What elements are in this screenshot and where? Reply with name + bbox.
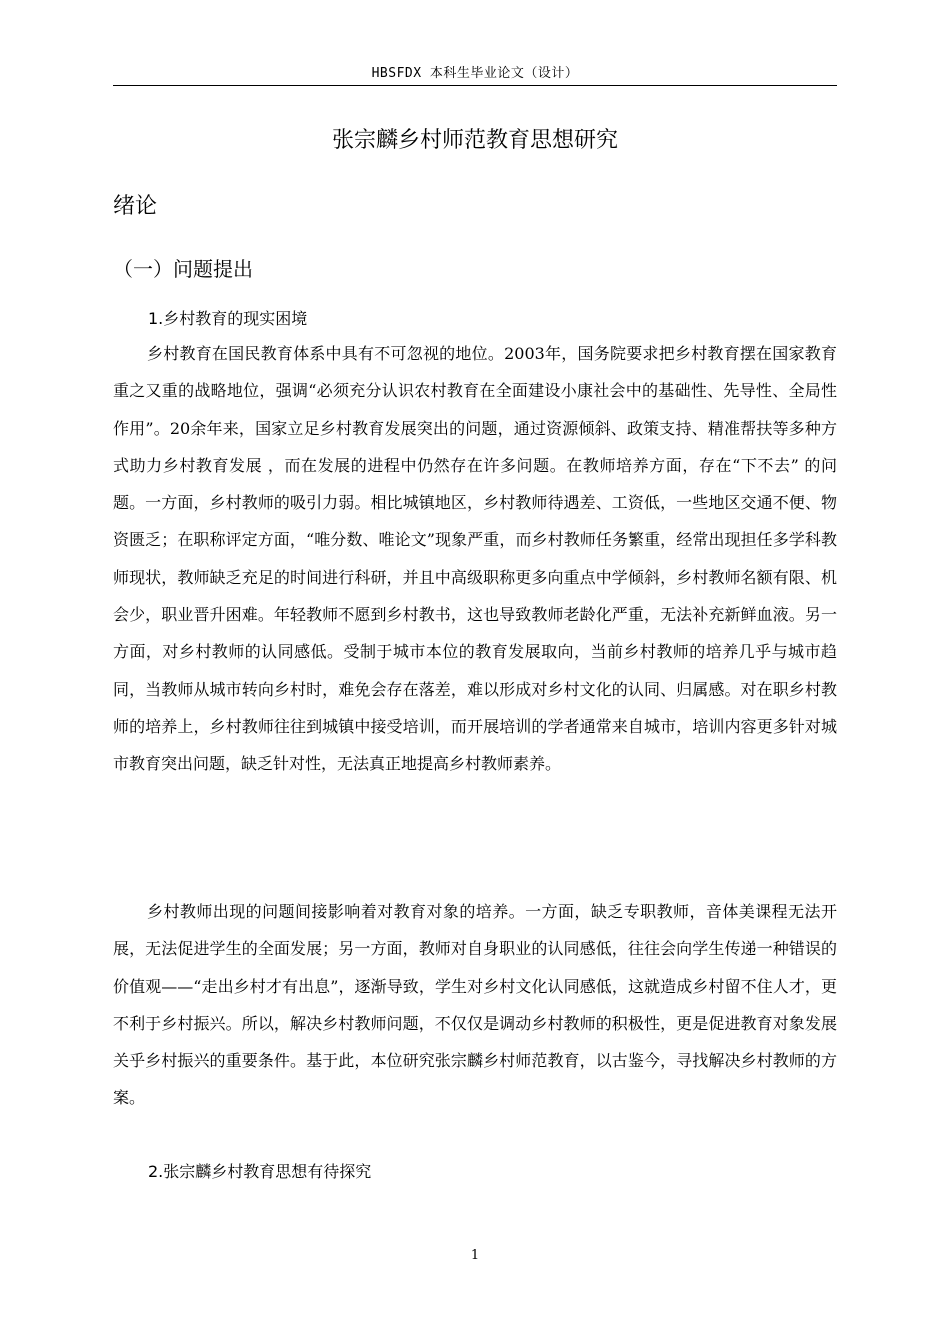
chapter-heading: 绪论 xyxy=(113,194,158,219)
body-paragraph-2: 乡村教师出现的问题间接影响着对教育对象的培养。一方面，缺乏专职教师，音体美课程无法开展，无法促进学生的全面发展；另一方面，教师对自身职业的认同感低，往往会向学生传递一种错误的价值观——“走出乡村才有出息”，逐渐导致，学生对乡村文化认同感低，这就造成乡村留不住人才，更不利于乡村振兴。所以，解决乡村教师问题，不仅仅是调动乡村教师的积极性，更是促进教育对象发展关乎乡村振兴的重要条件。基于此，本位研究张宗麟乡村师范教育，以古鉴今，寻找解决乡村教师的方案。 xyxy=(113,902,837,1108)
section-heading: （一）问题提出 xyxy=(113,257,253,281)
subsection-heading-1: 1.乡村教育的现实困境 xyxy=(148,309,308,328)
running-header: HBSFDX 本科生毕业论文（设计） xyxy=(371,66,579,81)
subsection-heading-2: 2.张宗麟乡村教育思想有待探究 xyxy=(148,1162,372,1181)
document-title: 张宗麟乡村师范教育思想研究 xyxy=(331,128,618,153)
page-number: 1 xyxy=(470,1248,480,1263)
header-rule xyxy=(113,85,837,86)
body-paragraph-1: 乡村教育在国民教育体系中具有不可忽视的地位。2003年，国务院要求把乡村教育摆在国家教育重之又重的战略地位，强调“必须充分认识农村教育在全面建设小康社会中的基础性、先导性、全局性作用”。20余年来，国家立足乡村教育发展突出的问题，通过资源倾斜、政策支持、精准帮扶等多种方式助力乡村教育发展 ，而在发展的进程中仍然存在许多问题。在教师培养方面，存在“下不去” 的问题。一方面，乡村教师的吸引力弱。相比城镇地区，乡村教师待遇差、工资低，一些地区交通不便、物资匮乏；在职称评定方面，“唯分数、唯论文”现象严重，而乡村教师任务繁重，经常出现担任多学科教师现状，教师缺乏充足的时间进行科研，并且中高级职称更多向重点中学倾斜，乡村教师名额有限、机会少，职业晋升困难。年轻教师不愿到乡村教书，这也导致教师老龄化严重，无法补充新鲜血液。另一方面，对乡村教师的认同感低。受制于城市本位的教育发展取向，当前乡村教师的培养几乎与城市趋同，当教师从城市转向乡村时，难免会存在落差，难以形成对乡村文化的认同、归属感。对在职乡村教师的培养上，乡村教师往往到城镇中接受培训，而开展培训的学者通常来自城市，培训内容更多针对城市教育突出问题，缺乏针对性，无法真正地提高乡村教师素养。 xyxy=(113,344,837,774)
